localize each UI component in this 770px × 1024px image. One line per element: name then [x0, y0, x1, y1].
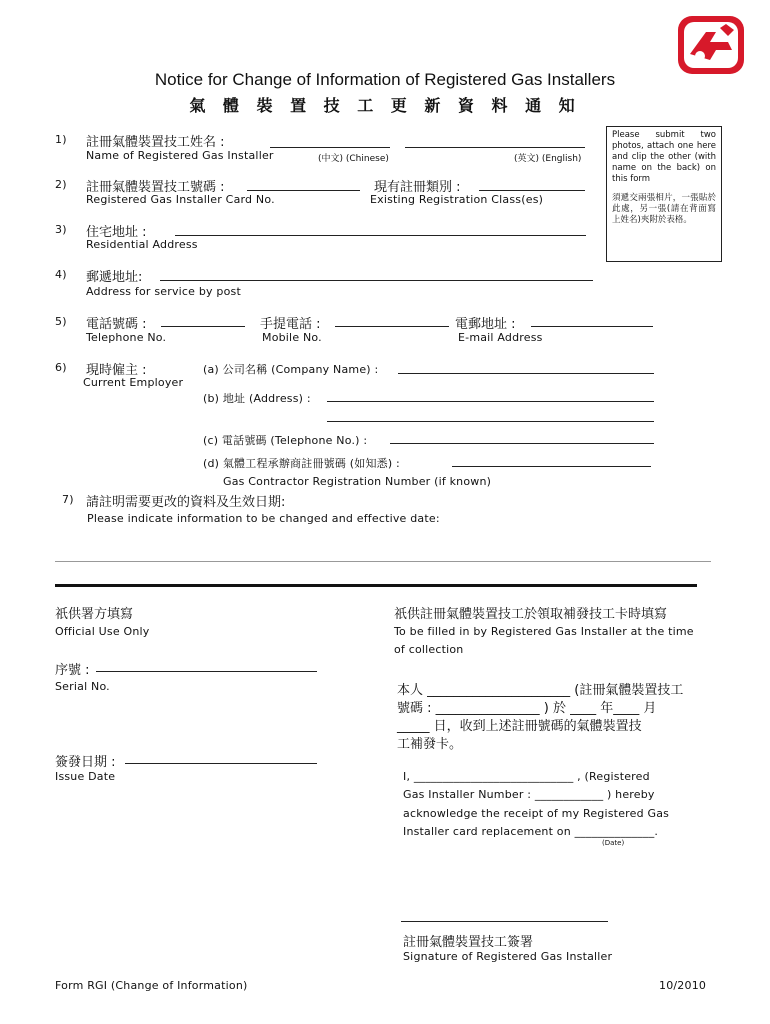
acknowledgement-en: I, ____________________________ , (Registered — [403, 770, 650, 783]
photo-instruction-en: Please submit two photos, attach one here and clip the other (with name on the back) on this form — [612, 130, 716, 184]
photo-box — [606, 126, 722, 262]
chinese-name-input[interactable] — [270, 147, 390, 148]
field-label-en: Existing Registration Class(es) — [370, 193, 544, 206]
acknowledgement-zh: _____ 日，收到上述註冊號碼的氣體裝置技 — [397, 719, 642, 734]
contractor-number-label-en: Gas Contractor Registration Number (if known) — [223, 475, 492, 488]
residential-address-input[interactable] — [175, 235, 586, 236]
field-label-zh: 電郵地址 : — [455, 317, 516, 332]
form-code: Form RGI (Change of Information) — [55, 979, 248, 992]
field-number: 2) — [55, 178, 67, 191]
company-name-input[interactable] — [398, 373, 654, 374]
field-label-zh: 註冊氣體裝置技工號碼 : — [86, 180, 225, 195]
field-label-zh: 手提電話 : — [260, 317, 321, 332]
official-use-heading-zh: 祇供署方填寫 — [55, 607, 134, 622]
signature-label-en: Signature of Registered Gas Installer — [403, 950, 613, 963]
postal-address-input[interactable] — [160, 280, 593, 281]
contractor-number-input[interactable] — [452, 466, 651, 467]
email-input[interactable] — [531, 326, 653, 327]
english-name-input[interactable] — [405, 147, 585, 148]
title-chinese: 氣 體 裝 置 技 工 更 新 資 料 通 知 — [189, 96, 581, 115]
field-number: 6) — [55, 361, 67, 374]
field-label-zh: 住宅地址 : — [86, 225, 147, 240]
mobile-input[interactable] — [335, 326, 449, 327]
field-label-zh: 現有註冊類別 : — [374, 180, 461, 195]
acknowledgement-zh: 工補發卡。 — [397, 737, 463, 752]
card-number-input[interactable] — [247, 190, 360, 191]
field-label-zh: 註冊氣體裝置技工姓名 : — [86, 135, 225, 150]
telephone-input[interactable] — [161, 326, 245, 327]
thick-divider — [55, 584, 697, 587]
photo-instruction-zh: 須遞交兩張相片，一張貼於此處，另一張(請在背面寫上姓名)夾附於表格。 — [612, 193, 716, 225]
field-label-en: Telephone No. — [86, 331, 167, 344]
field-label-zh: 現時僱主 : — [86, 363, 147, 378]
issue-date-input[interactable] — [125, 763, 317, 764]
company-telephone-input[interactable] — [390, 443, 654, 444]
field-label-en: Please indicate information to be changed and effective date: — [87, 512, 440, 525]
form-version-date: 10/2010 — [659, 979, 707, 992]
official-use-heading-en: Official Use Only — [55, 625, 150, 638]
field-label-en: Current Employer — [83, 376, 184, 389]
company-address-input-2[interactable] — [327, 421, 654, 422]
acknowledgement-en: Gas Installer Number : ____________ ) hereby — [403, 788, 655, 801]
installer-heading-zh: 祇供註冊氣體裝置技工於領取補發技工卡時填寫 — [394, 607, 668, 622]
divider — [55, 561, 711, 562]
field-number: 7) — [62, 493, 74, 506]
field-label-zh: 郵遞地址: — [86, 270, 143, 285]
field-label-en: Registered Gas Installer Card No. — [86, 193, 275, 206]
chinese-caption: (中文) (Chinese) — [318, 154, 389, 164]
issue-date-label-zh: 簽發日期 : — [55, 755, 116, 770]
field-label-en: E-mail Address — [458, 331, 543, 344]
english-caption: (英文) (English) — [514, 154, 582, 164]
acknowledgement-en: Installer card replacement on ______________. — [403, 825, 659, 838]
field-label-en: Mobile No. — [262, 331, 322, 344]
field-label-zh: 請註明需要更改的資料及生效日期: — [86, 495, 286, 510]
date-caption: (Date) — [602, 839, 625, 847]
field-label-en: Name of Registered Gas Installer — [86, 149, 274, 162]
issue-date-label-en: Issue Date — [55, 770, 116, 783]
serial-label-zh: 序號 : — [55, 663, 90, 678]
installer-heading-en-2: of collection — [394, 643, 464, 656]
field-label-en: Address for service by post — [86, 285, 241, 298]
emsd-wrench-logo-icon — [676, 14, 746, 76]
company-address-label: (b) 地址 (Address) : — [203, 392, 311, 405]
field-number: 5) — [55, 315, 67, 328]
serial-label-en: Serial No. — [55, 680, 110, 693]
company-address-input[interactable] — [327, 401, 654, 402]
field-label-en: Residential Address — [86, 238, 198, 251]
acknowledgement-zh: 號碼 : ________________ ) 於 ____ 年____ 月 — [397, 701, 657, 716]
acknowledgement-en: acknowledge the receipt of my Registered Gas — [403, 807, 670, 820]
signature-label-zh: 註冊氣體裝置技工簽署 — [403, 935, 534, 950]
company-name-label: (a) 公司名稱 (Company Name) : — [203, 363, 379, 376]
installer-heading-en: To be filled in by Registered Gas Installer at the time — [394, 625, 694, 638]
field-number: 1) — [55, 133, 67, 146]
signature-input[interactable] — [401, 921, 608, 922]
company-telephone-label: (c) 電話號碼 (Telephone No.) : — [203, 434, 368, 447]
field-number: 3) — [55, 223, 67, 236]
contractor-number-label: (d) 氣體工程承辦商註冊號碼 (如知悉) : — [203, 457, 400, 470]
field-label-zh: 電話號碼 : — [86, 317, 147, 332]
title-english: Notice for Change of Information of Registered Gas Installers — [154, 70, 616, 89]
acknowledgement-zh: 本人 ______________________ (註冊氣體裝置技工 — [397, 683, 684, 698]
field-number: 4) — [55, 268, 67, 281]
serial-input[interactable] — [96, 671, 317, 672]
registration-class-input[interactable] — [479, 190, 585, 191]
